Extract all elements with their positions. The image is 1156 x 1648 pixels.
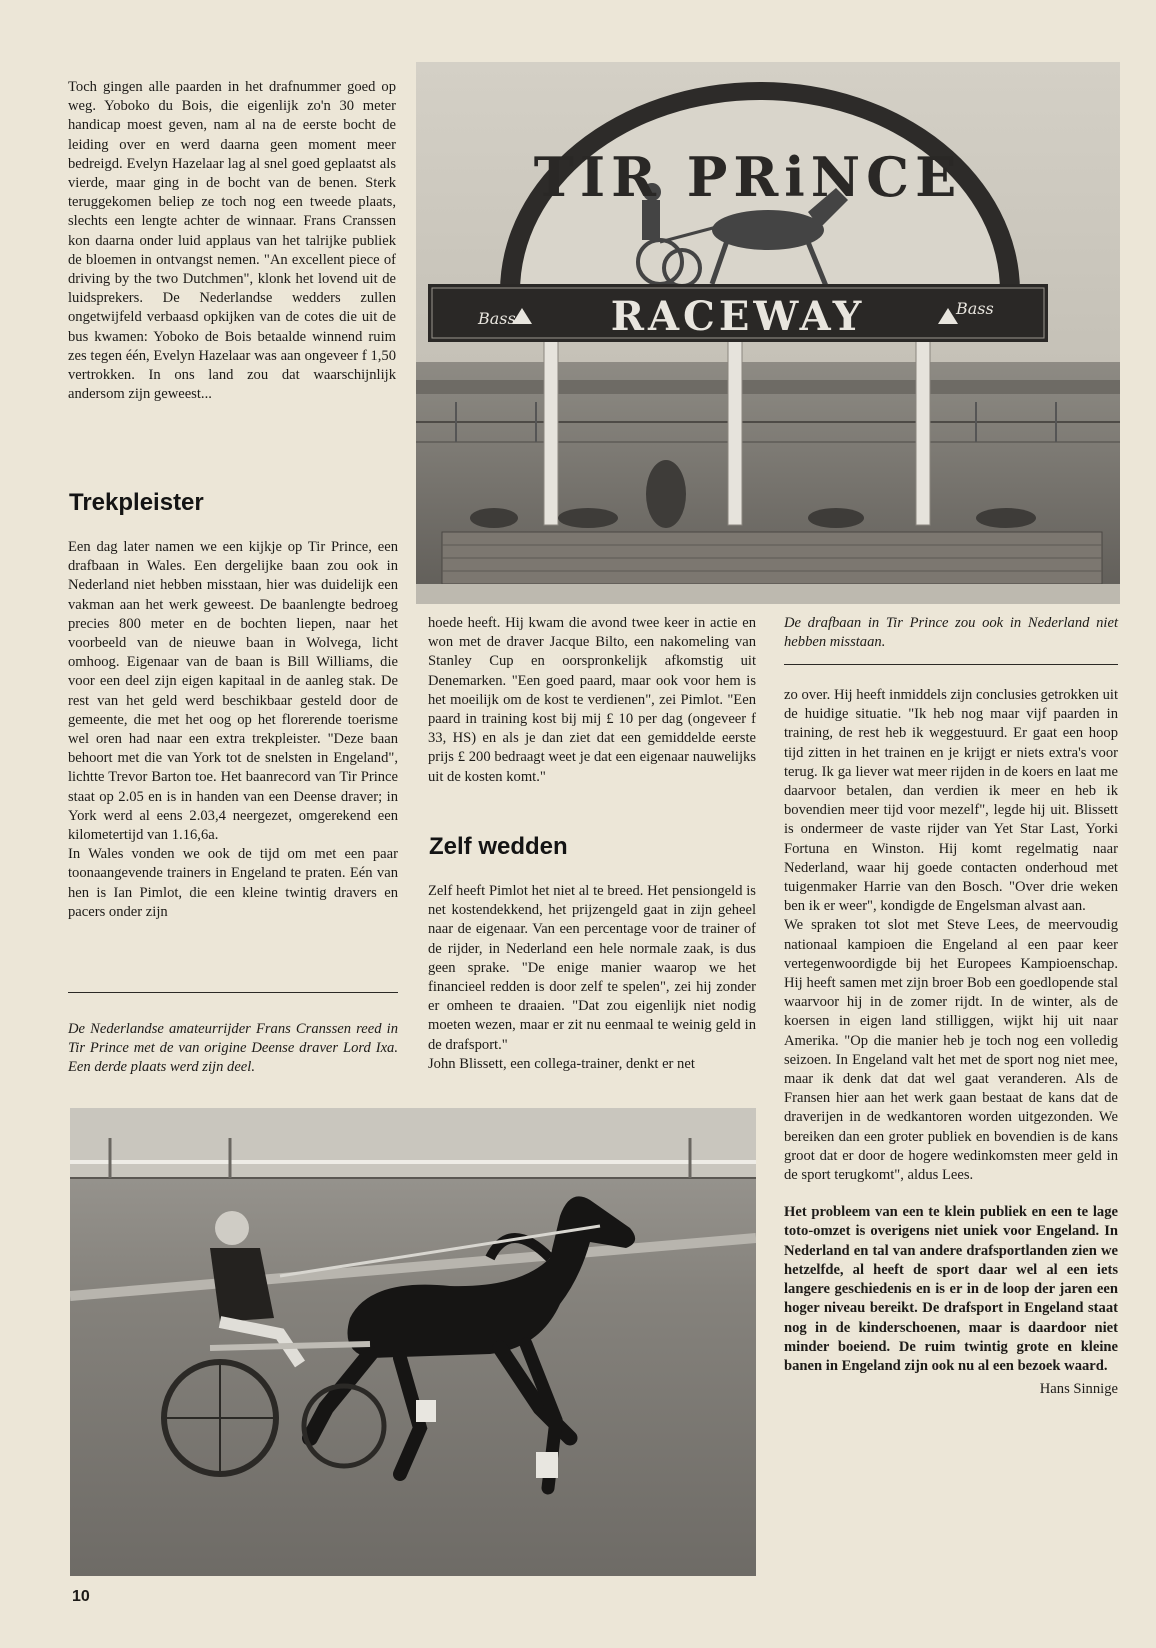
column-2-top [428, 614, 756, 787]
author-signature: Hans Sinnige [1039, 1381, 1118, 1398]
zelf-wedden-paragraph: Zelf heeft Pimlot het niet al te breed. Het pensiongeld is net kostendekkend, het prijzengeld gaat in zijn geheel naar de eigenaar. Van een percentage voor de trainer of de rijder, in Nederland een hele normale zaak, is dus geen sprake. "De enige manier waarop we het financieel redden is door zelf te spelen", zei hij zonder er omheen te draaien. "Dat zou eigenlijk niet nodig moeten wezen, maar er zit nu eenmaal te weinig geld in de drafsport." [428, 883, 756, 1053]
caption-rule-right [784, 664, 1118, 665]
column-3-body [784, 686, 1118, 1399]
heading-zelf-wedden: Zelf wedden [429, 833, 568, 860]
photo-caption-race: De Nederlandse amateurrijder Frans Cranssen reed in Tir Prince met de van origine Deense draver Lord Ixa. Een derde plaats werd zijn deel. [68, 1021, 398, 1076]
race-photo-graphic [70, 1108, 756, 1576]
caption-rule-left [68, 992, 398, 993]
column-2-body [428, 882, 756, 1074]
pimlot-paragraph: hoede heeft. Hij kwam die avond twee keer in actie en won met de draver Jacque Bilto, een nakomeling van Stanley Cup en oorspronkelijk afkomstig uit Denemarken. "Een goed paard, maar ook voor hem is het moeilijk om de kost te verdienen", zei Pimlot. "Een paard in training kost bij mij £ 10 per dag (ongeveer f 33, HS) en als je dan ziet dat een gemiddelde eerste prijs £ 200 bedraagt weet je dat een eigenaar nauwelijks uit de kosten komt." [428, 615, 756, 785]
sign-brand-right: Bass [956, 299, 994, 318]
sign-photo-graphic [416, 62, 1120, 604]
trekpleister-paragraph-2: In Wales vonden we ook de tijd om met een paar toonaangevende trainers in Engeland te praten. Eén van hen is Ian Pimlot, die een kleine twintig dravers en pacers onder zijn [68, 846, 398, 920]
column-1-intro [68, 78, 396, 404]
trekpleister-paragraph-1: Een dag later namen we een kijkje op Tir Prince, een drafbaan in Wales. Een dergelijke baan zou ook in Nederland niet hebben misstaan, hier was duidelijk een vakman aan het werk geweest. De baanlengte bedroeg precies 800 meter en de bochten liepen, naar het voorbeeld van de nieuwe baan in Wolvega, licht omhoog. Eigenaar van de baan is Bill Williams, die voor een deel zijn eigen kapitaal in de aanleg stak. De rest van het geld werd beschikbaar gesteld door de gemeente, die met het oog op het florerende toerisme wel oren had naar een extra trekpleister. "Deze baan behoort met die van York tot de snelsten in Engeland", lichtte Trevor Barton toe. Het baanrecord van Tir Prince staat op 2.05 en is in handen van een Deense draver; in York werd al eens 2.03,4 neergezet, omgerekend een kilometertijd van 1.16,6a. [68, 539, 398, 844]
sign-arch-text: TIR PRiNCE [533, 145, 963, 209]
heading-trekpleister: Trekpleister [69, 489, 204, 516]
sign-brand-left: Bass [478, 309, 516, 328]
page-number: 10 [72, 1588, 90, 1605]
blissett-intro-paragraph: John Blissett, een collega-trainer, denkt er net [428, 1055, 695, 1072]
column-1-body [68, 538, 398, 922]
race-horse-photo [70, 1108, 756, 1576]
sign-raceway-text: RACEWAY [610, 293, 866, 340]
intro-paragraph: Toch gingen alle paarden in het drafnummer goed op weg. Yoboko du Bois, die eigenlijk zo'n 30 meter handicap moest geven, nam al na de eerste bocht de leiding over en werd daarna geen moment meer bedreigd. Evelyn Hazelaar lag al snel goed geplaatst als vierde, maar ging in de bocht van de benen. Sterk teruggekomen beliep ze toch nog een tweede plaats, slechts een lengte achter de winnaar. Frans Cranssen kon daarna onder luid applaus van het talrijke publiek de bloemen in ontvangst nemen. "An excellent piece of driving by the two Dutchmen", klonk het lovend uit de luidsprekers. De Nederlandse wedders zullen ongetwijfeld verbaasd opkijken van de cotes die uit de bus kwamen: Yoboko de Bois betaalde winnend ruim zes tegen één, Evelyn Hazelaar was aan ongeveer f 1,50 vertrokken. In ons land zou dat waarschijnlijk andersom zijn geweest... [68, 79, 396, 403]
tir-prince-sign-photo [416, 62, 1120, 604]
blissett-paragraph: zo over. Hij heeft inmiddels zijn conclusies getrokken uit de huidige situatie. "Ik heb nog maar vijf paarden in training, de rest heb ik weggestuurd. Er gaat een hoop tijd zitten in het trainen en je krijgt er niets extra's voor terug. Ik ga liever wat meer rijden in de koers en laat me daarvoor betalen, dan verdien ik meer en heb ik bovendien meer tijd voor mezelf", legde hij uit. Blissett is ondermeer de vaste rijder van Yet Star Last, Yorki Fortuna en Winston. Hij komt regelmatig naar Nederland, waar hij goede contacten onderhoud met tuigenmaker Harrie van den Bosch. "Over drie weken ben ik er weer", kondigde de Engelsman alvast aan. [784, 687, 1118, 915]
lees-paragraph: We spraken tot slot met Steve Lees, de meervoudig nationaal kampioen die Engeland al een paar keer vertegenwoordigde bij het Europees Kampioenschap. Hij heeft samen met zijn broer Bob een goedlopende stal waarvoor hij in de zomer rijdt. In de winter, als de koersen in eigen land stilliggen, wijkt hij uit naar Amerika. "Op die manier heb je toch nog een volledig seizoen. In Engeland valt het met de sport nog niet mee, maar ik denk dat dat wel gaat veranderen. Als de Fransen hier aan het werk gaan bestaat de kans dat de draverijen in de wedkantoren worden uitgezonden. We bereiken dan een groter publiek en bovendien is de kans groot dat er door de hogere wedinkomsten meer geld in de sport terugkomt", aldus Lees. [784, 917, 1118, 1184]
photo-caption-sign: De drafbaan in Tir Prince zou ook in Nederland niet hebben misstaan. [784, 615, 1118, 651]
closing-paragraph: Het probleem van een te klein publiek en een te lage toto-omzet is overigens niet uniek voor Engeland. In Nederland en tal van andere drafsportlanden zien we hetzelfde, al heeft de sport daar wel al een iets langere geschiedenis en is er in de loop der jaren een hoger niveau bereikt. De drafsport in Engeland staat nog in de kinderschoenen, maar is daardoor niet minder boeiend. De ruim twintig grote en kleine banen in Engeland zijn ook nu al een bezoek waard. [784, 1204, 1118, 1374]
